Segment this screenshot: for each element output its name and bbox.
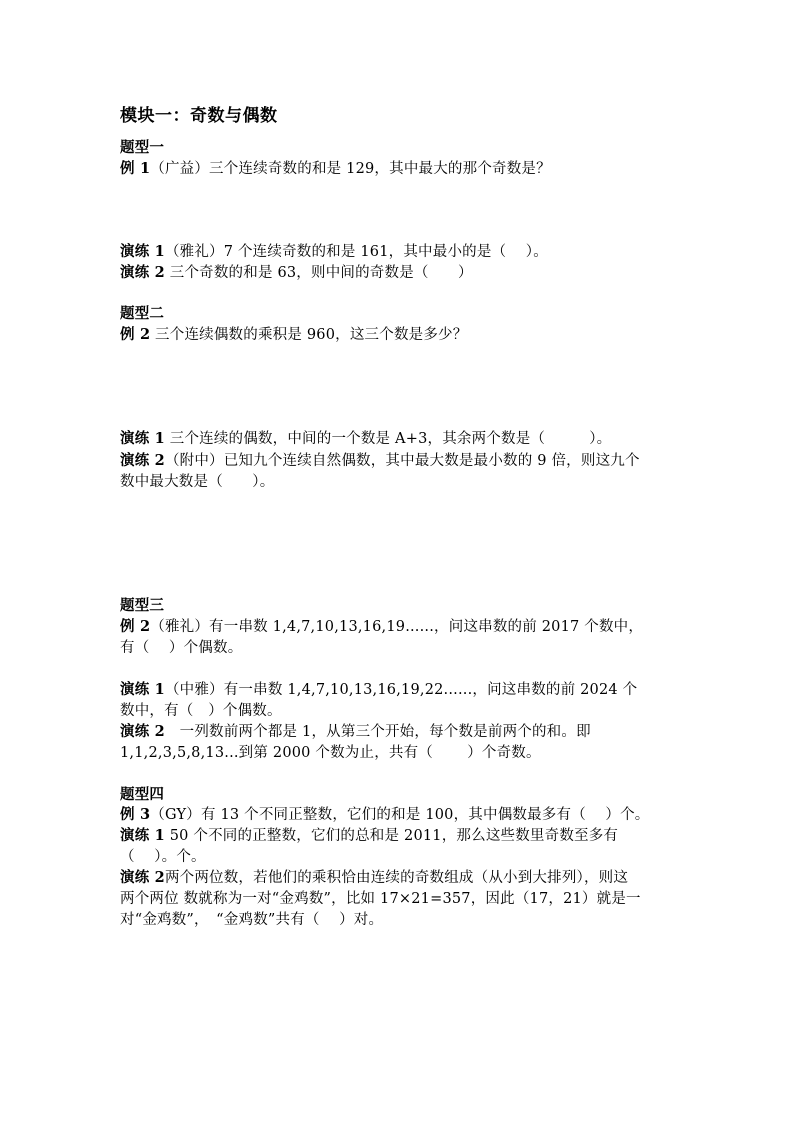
question-line <box>120 743 680 763</box>
question-text: 数中，有（ ）个偶数。 <box>120 703 282 719</box>
section-heading-2: 题型二 <box>120 305 165 322</box>
question-label: 演练 1 <box>120 243 165 260</box>
question-text: 三个连续偶数的乘积是 960，这三个数是多少？ <box>150 327 468 343</box>
question-line <box>120 680 680 700</box>
question-line <box>120 847 680 867</box>
question-line <box>120 617 680 637</box>
question-text: 三个连续的偶数，中间的一个数是 A+3，其余两个数是（ ）。 <box>164 431 612 447</box>
question-text: 1,1,2,3,5,8,13...到第 2000 个数为止，共有（ ）个奇数。 <box>120 745 541 761</box>
question-line <box>120 868 680 888</box>
question-label: 例 2 <box>120 326 151 343</box>
question-line <box>120 429 680 449</box>
question-text: 三个奇数的和是 63，则中间的奇数是（ ） <box>164 265 473 281</box>
question-line <box>120 910 680 930</box>
question-text: 有（ ）个偶数。 <box>120 640 243 656</box>
question-label: 演练 2 <box>120 264 165 281</box>
question-line <box>120 638 680 658</box>
question-text: （中雅）有一串数 1,4,7,10,13,16,19,22......，问这串数的前 2024 个 <box>164 682 638 698</box>
question-label: 例 2 <box>120 618 151 635</box>
question-line <box>120 325 680 345</box>
question-text: （广益）三个连续奇数的和是 129，其中最大的那个奇数是？ <box>150 161 551 177</box>
section-heading-3: 题型三 <box>120 597 165 614</box>
question-line <box>120 472 680 492</box>
question-text: （雅礼）7 个连续奇数的和是 161，其中最小的是（ ）。 <box>164 244 548 260</box>
question-text: （雅礼）有一串数 1,4,7,10,13,16,19......，问这串数的前 2017 个数中， <box>150 619 644 635</box>
question-text: （GY）有 13 个不同正整数，它们的和是 100，其中偶数最多有（ ）个。 <box>150 807 650 823</box>
module-title: 模块一：奇数与偶数 <box>120 106 278 126</box>
question-label: 演练 1 <box>120 430 165 447</box>
question-label: 演练 2 <box>120 869 165 886</box>
question-line <box>120 451 680 471</box>
question-text: 两个两位数，若他们的乘积恰由连续的奇数组成（从小到大排列），则这 <box>164 870 629 886</box>
question-line <box>120 242 680 262</box>
question-line <box>120 263 680 283</box>
question-text: 一列数前两个都是 1，从第三个开始，每个数是前两个的和。即 <box>164 724 591 740</box>
question-text: 对“金鸡数”， “金鸡数”共有（ ）对。 <box>120 912 384 928</box>
question-line <box>120 722 680 742</box>
question-label: 演练 1 <box>120 681 165 698</box>
question-line <box>120 826 680 846</box>
question-line <box>120 701 680 721</box>
section-heading-4: 题型四 <box>120 786 165 803</box>
question-text: （ ）。个。 <box>120 849 206 865</box>
question-label: 演练 2 <box>120 723 165 740</box>
question-line <box>120 805 680 825</box>
question-text: （附中）已知九个连续自然偶数，其中最大数是最小数的 9 倍，则这九个 <box>164 453 640 469</box>
question-label: 演练 1 <box>120 827 165 844</box>
question-text: 50 个不同的正整数，它们的总和是 2011，那么这些数里奇数至多有 <box>164 828 619 844</box>
question-label: 例 3 <box>120 806 151 823</box>
question-text: 两个两位 数就称为一对“金鸡数”，比如 17×21=357，因此（17，21）就是一 <box>120 891 641 907</box>
question-line <box>120 159 680 179</box>
question-line <box>120 889 680 909</box>
question-label: 例 1 <box>120 160 151 177</box>
question-label: 演练 2 <box>120 452 165 469</box>
section-heading-1: 题型一 <box>120 139 165 156</box>
question-text: 数中最大数是（ ）。 <box>120 474 275 490</box>
